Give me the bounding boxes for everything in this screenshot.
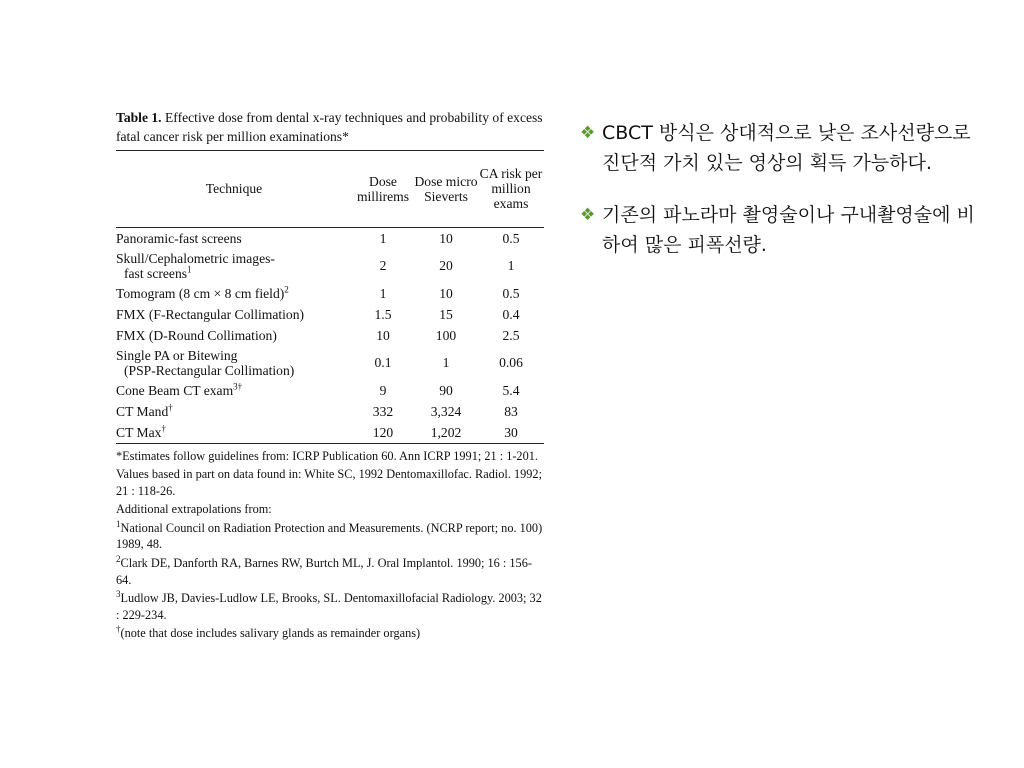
table-row (116, 283, 544, 304)
table-row (116, 325, 544, 346)
row-technique-label-continued: fast screens (124, 265, 188, 281)
row-dose-microsieverts: 15 (439, 306, 453, 322)
bullet-item (580, 200, 992, 260)
row-dose-millirems: 332 (372, 403, 394, 419)
table-caption-label: Table 1. (116, 110, 162, 125)
footnote-marker: 3 (116, 589, 121, 600)
row-technique (116, 304, 352, 325)
footnote (116, 590, 544, 623)
footnote-text: Ludlow JB, Davies-Ludlow LE, Brooks, SL. Dentomaxillofacial Radiology. 2003; 32 : 229-234. (116, 591, 542, 622)
row-technique-label: Panoramic-fast screens (116, 230, 242, 246)
header-ca-risk: CA risk per million exams (479, 166, 543, 212)
row-dose-millirems: 2 (379, 258, 387, 273)
footnote-text: Clark DE, Danforth RA, Barnes RW, Burtch ML, J. Oral Implantol. 1990; 16 : 156-64. (116, 556, 532, 587)
row-dose-millirems: 1.5 (374, 306, 392, 322)
bullet-text: CBCT 방식은 상대적으로 낮은 조사선량으로 진단적 가치 있는 영상의 획득 가능하다. (602, 122, 971, 174)
table-row (116, 227, 544, 249)
row-ca-risk: 30 (504, 424, 518, 440)
row-reference-marker: † (168, 401, 173, 412)
footnote (116, 448, 544, 465)
diamond-bullet-icon: ❖ (580, 123, 596, 143)
row-dose-millirems: 10 (376, 327, 390, 343)
row-technique (116, 401, 352, 422)
footnote-text: (note that dose includes salivary glands as remainder organs) (120, 626, 421, 641)
row-technique-label: FMX (F-Rectangular Collimation) (116, 306, 305, 322)
header-dose-microsieverts: Dose micro Sieverts (414, 173, 478, 204)
row-ca-risk: 0.5 (502, 285, 520, 301)
row-technique-label: FMX (D-Round Collimation) (116, 327, 277, 343)
row-dose-microsieverts: 10 (439, 230, 453, 246)
table-row (116, 380, 544, 401)
table-row (116, 249, 544, 283)
footnote-marker: † (116, 624, 121, 635)
table-caption (116, 108, 544, 146)
footnote-text: Values based in part on data found in: White SC, 1992 Dentomaxillofac. Radiol. 1992; 21 : 118-26. (116, 467, 542, 498)
dose-table (116, 151, 544, 443)
table-bottom-rule (116, 443, 544, 444)
row-dose-microsieverts: 3,324 (430, 403, 462, 419)
table-row (116, 401, 544, 422)
table-row (116, 422, 544, 443)
footnote (116, 625, 544, 642)
table-row (116, 346, 544, 380)
row-dose-millirems: 9 (379, 382, 387, 398)
footnote-text: *Estimates follow guidelines from: ICRP Publication 60. Ann ICRP 1991; 21 : 1-201. (116, 448, 538, 463)
bullet-item (580, 118, 992, 178)
row-ca-risk: 2.5 (502, 327, 520, 343)
row-reference-marker: 1 (187, 263, 192, 274)
table-footnotes (116, 448, 544, 643)
row-dose-millirems: 1 (379, 285, 387, 301)
row-reference-marker: 3† (233, 380, 243, 391)
diamond-bullet-icon: ❖ (580, 205, 596, 225)
footnote (116, 501, 544, 518)
row-ca-risk: 5.4 (502, 382, 520, 398)
row-dose-microsieverts: 1 (442, 355, 450, 370)
row-technique (116, 325, 352, 346)
row-technique (116, 346, 352, 380)
row-reference-marker: 2 (284, 283, 289, 294)
row-ca-risk: 0.06 (499, 355, 523, 370)
row-technique (116, 249, 352, 283)
row-dose-microsieverts: 20 (439, 258, 453, 273)
bullet-list (580, 118, 992, 282)
row-technique-label: Single PA or Bitewing (116, 347, 238, 363)
footnote-text: Additional extrapolations from: (116, 502, 272, 517)
footnote (116, 466, 544, 499)
header-technique: Technique (205, 181, 263, 197)
row-dose-millirems: 120 (372, 424, 394, 440)
row-technique-label: CT Mand (116, 403, 169, 419)
row-technique (116, 227, 352, 249)
row-dose-millirems: 0.1 (374, 355, 392, 370)
dose-table-figure (116, 108, 544, 644)
bullet-text: 기존의 파노라마 촬영술이나 구내촬영술에 비하여 많은 피폭선량. (602, 204, 975, 256)
row-dose-millirems: 1 (379, 230, 387, 246)
footnote (116, 520, 544, 553)
row-technique-label-continued: (PSP-Rectangular Collimation) (124, 362, 295, 378)
table-caption-text: Effective dose from dental x-ray techniques and probability of excess fatal cancer risk per million examinations* (116, 110, 543, 144)
row-technique (116, 283, 352, 304)
row-technique-label: Skull/Cephalometric images- (116, 250, 275, 266)
row-ca-risk: 0.5 (502, 230, 520, 246)
row-ca-risk: 83 (504, 403, 518, 419)
row-technique-label: CT Max (116, 424, 162, 440)
row-dose-microsieverts: 1,202 (430, 424, 462, 440)
row-ca-risk: 0.4 (502, 306, 520, 322)
row-technique-label: Tomogram (8 cm × 8 cm field) (116, 285, 285, 301)
row-dose-microsieverts: 10 (439, 285, 453, 301)
row-reference-marker: † (161, 422, 166, 433)
table-row (116, 304, 544, 325)
row-technique (116, 380, 352, 401)
row-dose-microsieverts: 100 (435, 327, 457, 343)
row-ca-risk: 1 (507, 258, 515, 273)
footnote (116, 555, 544, 588)
table-header (116, 151, 544, 227)
table-body (116, 227, 544, 443)
footnote-text: National Council on Radiation Protection and Measurements. (NCRP report; no. 100) 1989, 48. (116, 520, 543, 552)
row-dose-microsieverts: 90 (439, 382, 453, 398)
footnote-marker: 1 (116, 518, 121, 529)
row-technique (116, 422, 352, 443)
header-dose-millirems: Dose millirems (356, 173, 410, 204)
row-technique-label: Cone Beam CT exam (116, 382, 234, 398)
footnote-marker: 2 (116, 553, 121, 564)
